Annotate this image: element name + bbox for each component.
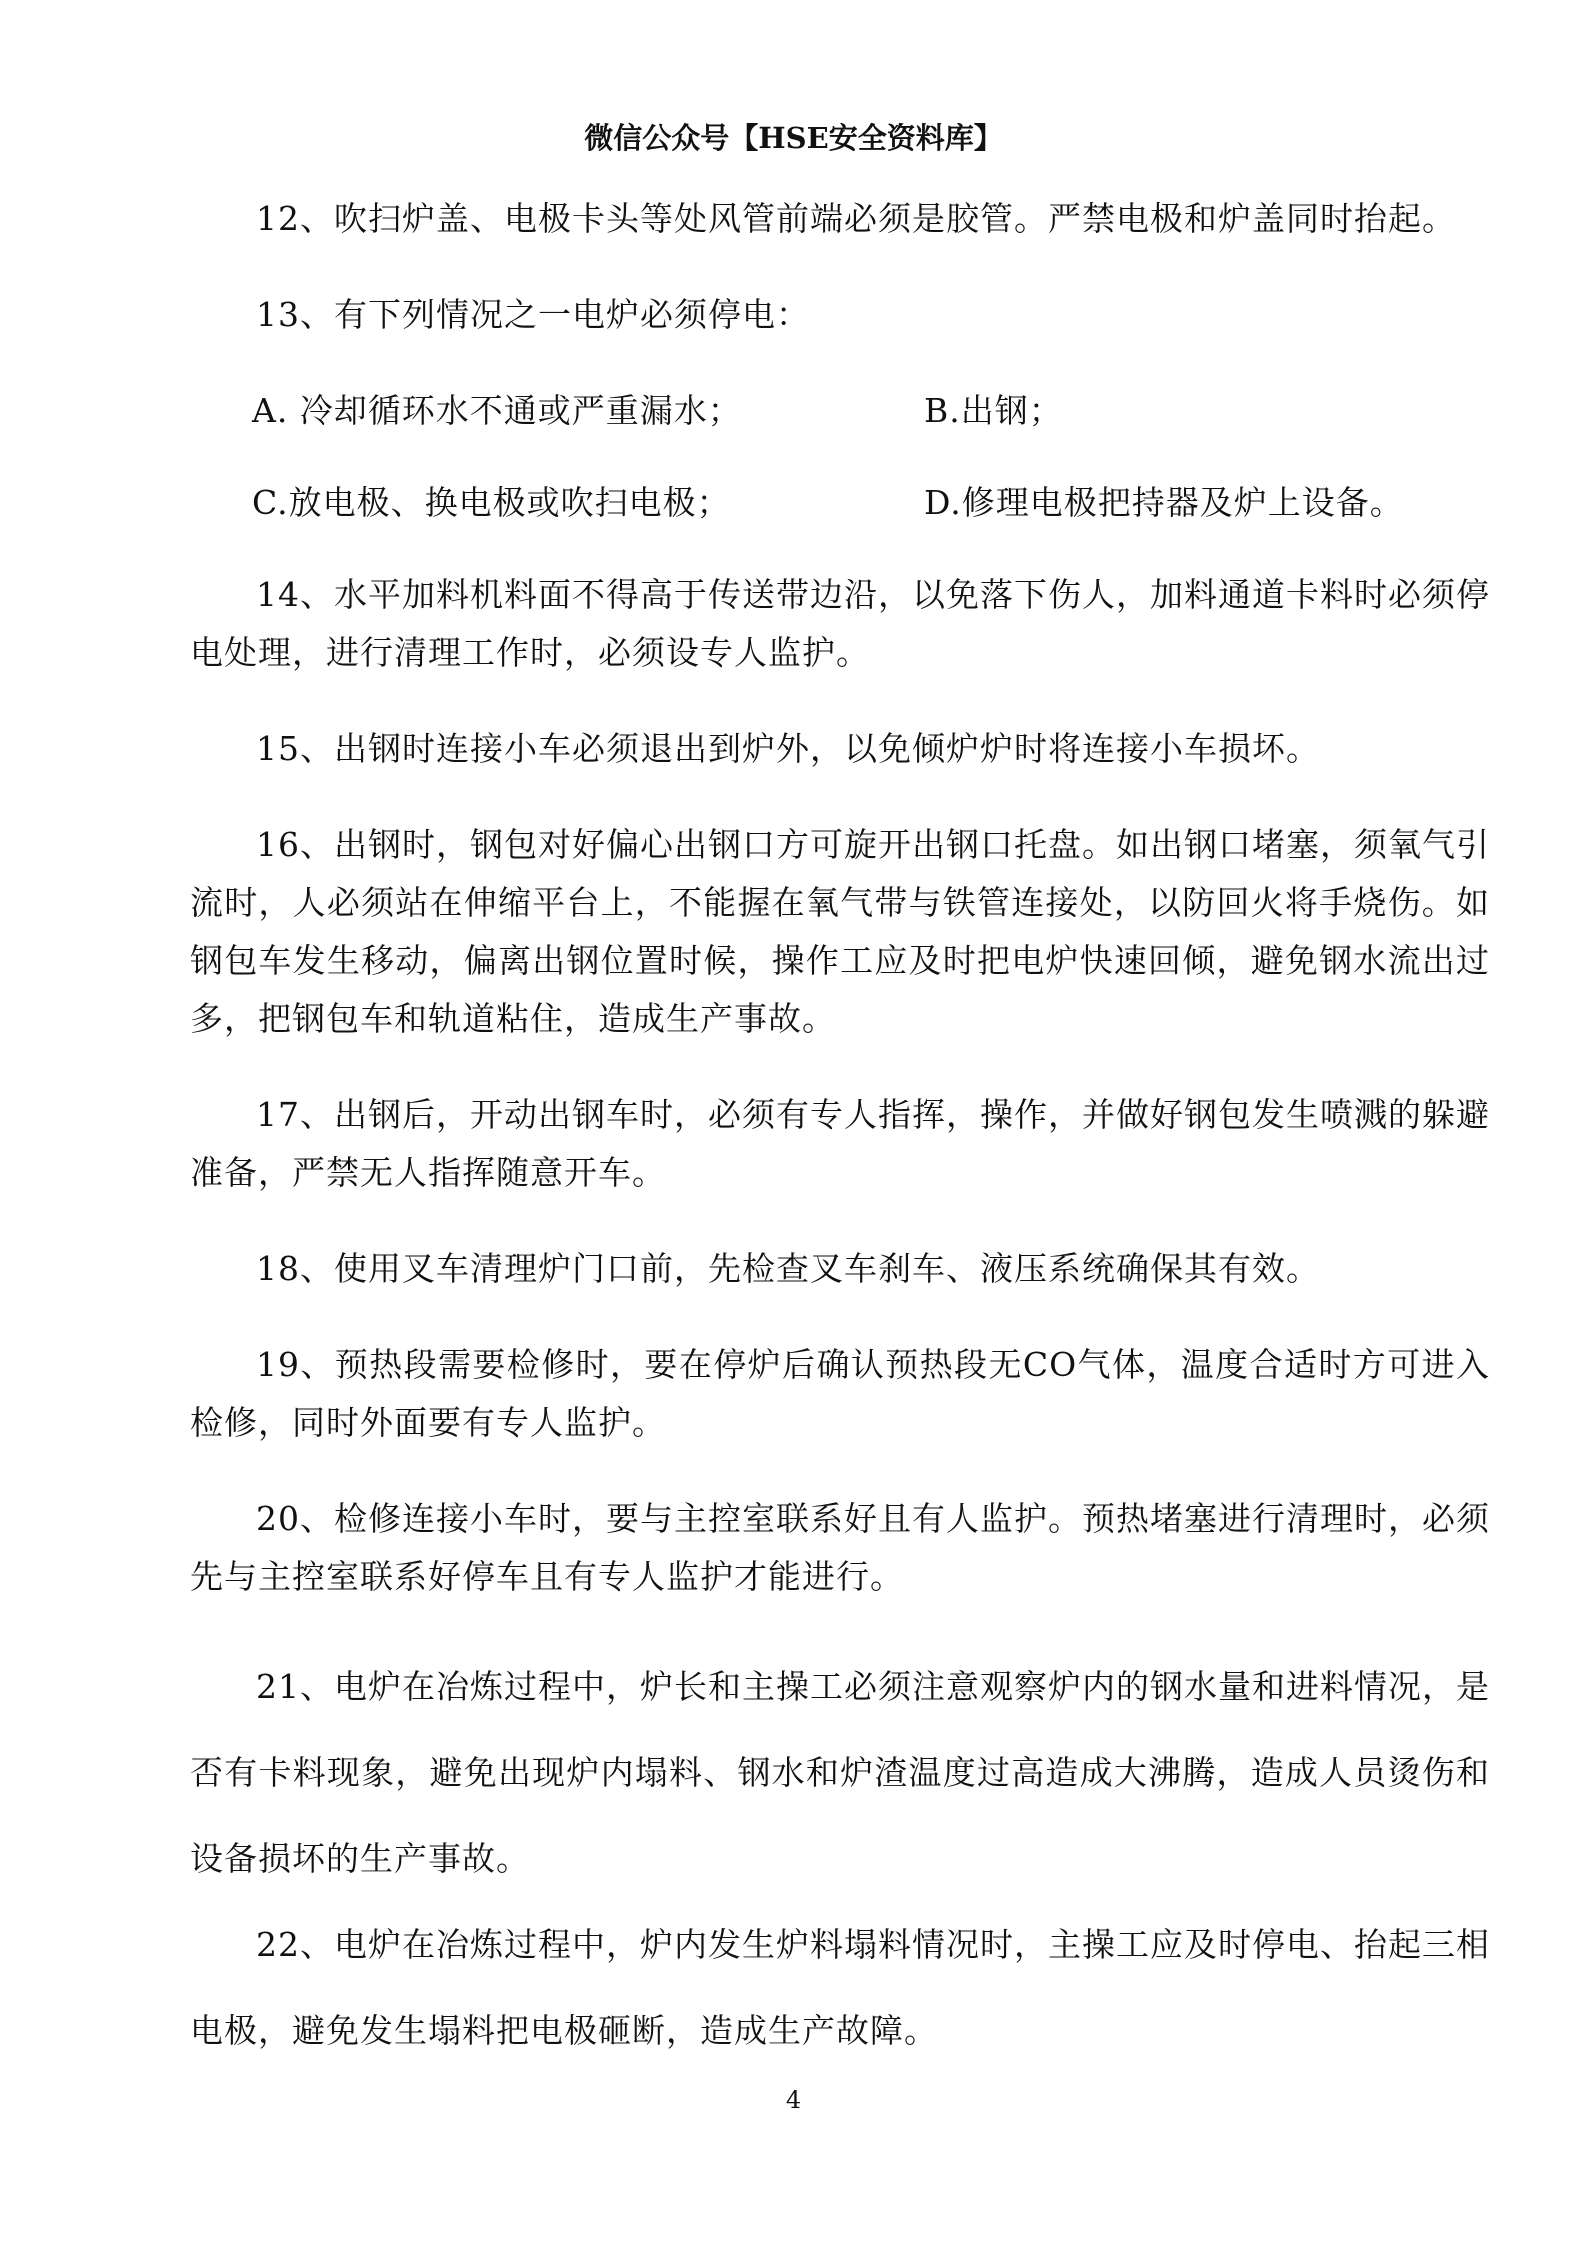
paragraph-16: 16、出钢时，钢包对好偏心出钢口方可旋开出钢口托盘。如出钢口堵塞，须氧气引流时，人必须站在伸缩平台上，不能握在氧气带与铁管连接处，以防回火将手烧伤。如钢包车发生移动，偏离出钢位置时候，操作工应及时把电炉快速回倾，避免钢水流出过多，把钢包车和轨道粘住，造成生产事故。: [190, 825, 1490, 1038]
option-b: B.出钢；: [924, 391, 1063, 430]
option-c: C.放电极、换电极或吹扫电极；: [252, 483, 731, 522]
paragraph-21: 21、电炉在冶炼过程中，炉长和主操工必须注意观察炉内的钢水量和进料情况，是否有卡料现象，避免出现炉内塌料、钢水和炉渣温度过高造成大沸腾，造成人员烫伤和设备损坏的生产事故。: [190, 1667, 1490, 1878]
paragraph-15: 15、出钢时连接小车必须退出到炉外，以免倾炉炉时将连接小车损坏。: [256, 729, 1320, 768]
paragraph-20: 20、检修连接小车时，要与主控室联系好且有人监护。预热堵塞进行清理时，必须先与主控室联系好停车且有专人监护才能进行。: [190, 1499, 1490, 1596]
paragraph-18: 18、使用叉车清理炉门口前，先检查叉车刹车、液压系统确保其有效。: [256, 1249, 1320, 1288]
options-row-1: [190, 382, 1490, 440]
paragraph-14: 14、水平加料机料面不得高于传送带边沿，以免落下伤人，加料通道卡料时必须停电处理，进行清理工作时，必须设专人监护。: [190, 575, 1490, 672]
paragraph-13: 13、有下列情况之一电炉必须停电：: [256, 295, 810, 334]
page-header-title: 微信公众号【HSE安全资料库】: [584, 121, 1003, 155]
option-d: D.修理电极把持器及炉上设备。: [924, 483, 1404, 522]
paragraph-19: 19、预热段需要检修时，要在停炉后确认预热段无CO气体，温度合适时方可进入检修，同时外面要有专人监护。: [190, 1345, 1490, 1442]
paragraph-22: 22、电炉在冶炼过程中，炉内发生炉料塌料情况时，主操工应及时停电、抬起三相电极，避免发生塌料把电极砸断，造成生产故障。: [190, 1925, 1490, 2050]
paragraph-12: 12、吹扫炉盖、电极卡头等处风管前端必须是胶管。严禁电极和炉盖同时抬起。: [256, 199, 1456, 238]
paragraph-17: 17、出钢后，开动出钢车时，必须有专人指挥，操作，并做好钢包发生喷溅的躲避准备，严禁无人指挥随意开车。: [190, 1095, 1490, 1192]
option-a: A. 冷却循环水不通或严重漏水；: [252, 391, 742, 430]
page-number: 4: [785, 2086, 802, 2114]
options-row-2: [190, 474, 1490, 532]
document-body: [190, 190, 1490, 2074]
